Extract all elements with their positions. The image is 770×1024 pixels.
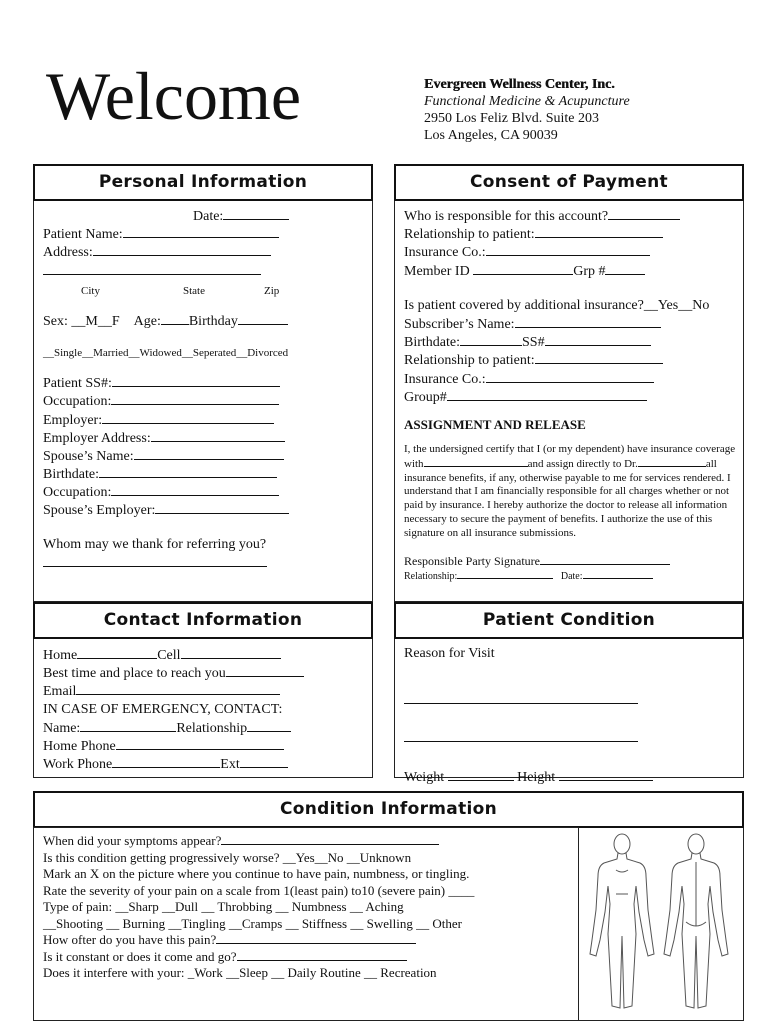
insurance2-label: Insurance Co.: [404, 371, 486, 387]
work-phone-field[interactable] [112, 755, 220, 768]
consent-date-label: Date: [560, 571, 583, 582]
signature-label: Responsible Party Signature [404, 554, 540, 568]
insurance-field[interactable] [486, 243, 650, 256]
employer-address-label: Employer Address: [43, 430, 151, 446]
condition-questions [43, 833, 474, 982]
employer-field[interactable] [102, 411, 274, 424]
patient-name-label: Patient Name: [43, 227, 123, 243]
clinic-address-line2: Los Angeles, CA 90039 [424, 128, 558, 143]
subscriber-field[interactable] [515, 315, 661, 328]
birthday-label: Birthday [188, 313, 238, 329]
employer-label: Employer: [43, 412, 103, 428]
grp-label: Grp # [573, 263, 606, 279]
home-phone-field[interactable] [116, 737, 284, 750]
date-label: Date: [193, 209, 224, 224]
assignment-text [404, 443, 740, 541]
emergency-relationship-label: Relationship [176, 720, 248, 736]
assignment-text-3: all insurance benefits, if any, otherwise payable to me for services rendered. I understand that I am financially responsible for all charges whether or not paid by insurance. I hereby authorize the doctor to release all information necessary to secure the payment of benefits. I authorize the use of this signature on all insurance submissions. [404, 457, 731, 539]
subscriber-label: Subscriber’s Name: [404, 316, 515, 332]
home-label: Home [43, 648, 78, 663]
q-symptoms-appear: When did your symptoms appear? [43, 833, 222, 848]
date-field[interactable] [223, 207, 289, 220]
spouse-name-field[interactable] [134, 447, 284, 460]
best-time-label: Best time and place to reach you [43, 666, 226, 682]
email-label: Email [43, 684, 77, 700]
age-field[interactable] [161, 312, 189, 325]
relationship-field[interactable] [535, 225, 663, 238]
relationship3-label: Relationship: [404, 571, 458, 582]
responsible-field[interactable] [608, 207, 680, 220]
email-field[interactable] [76, 682, 280, 695]
birthdate-field[interactable] [99, 465, 277, 478]
q-pain-severity[interactable]: Rate the severity of your pain on a scale from 1(least pain) to10 (severe pain) ____ [43, 882, 475, 898]
ss-label: SS# [522, 335, 545, 351]
spouse-occupation-field[interactable] [111, 483, 279, 496]
insurance2-field[interactable] [486, 370, 654, 383]
q-progressively-worse[interactable]: Is this condition getting progressively worse? __Yes__No __Unknown [43, 849, 412, 865]
member-id-field[interactable] [473, 262, 573, 275]
q-pain-type[interactable]: Type of pain: __Sharp __Dull __ Throbbing __ Numbness __ Aching [43, 899, 404, 914]
spouse-employer-label: Spouse’s Employer: [43, 503, 156, 519]
state-label: State [183, 284, 205, 297]
reason-field-1[interactable] [404, 691, 638, 704]
q-pain-type-2[interactable]: __Shooting __ Burning __Tingling __Cramps __ Stiffness __ Swelling __ Other [43, 915, 462, 931]
member-id-label: Member ID [404, 263, 470, 279]
assignment-title: ASSIGNMENT AND RELEASE [404, 416, 586, 432]
height-label: Height [517, 769, 556, 785]
sex-field[interactable]: Sex: __M__F [43, 313, 120, 329]
clinic-address-line1: 2950 Los Feliz Blvd. Suite 203 [424, 111, 599, 126]
ext-field[interactable] [240, 755, 288, 768]
ssn-field[interactable] [112, 374, 280, 387]
clinic-info [424, 76, 630, 144]
ssn-label: Patient SS#: [43, 376, 112, 392]
patient-name-field[interactable] [123, 225, 279, 238]
emergency-label: IN CASE OF EMERGENCY, CONTACT: [43, 701, 283, 717]
address-label: Address: [43, 245, 93, 261]
q-pain-frequency: How ofter do you have this pain? [43, 932, 217, 947]
home-phone-label: Home Phone [43, 738, 116, 754]
employer-address-field[interactable] [151, 429, 285, 442]
group-label: Group# [404, 389, 447, 405]
insurance-label: Insurance Co.: [404, 245, 486, 261]
birthday-field[interactable] [238, 312, 288, 325]
emergency-name-field[interactable] [80, 719, 176, 732]
home-field[interactable] [77, 646, 157, 659]
address-line2-field[interactable] [43, 262, 261, 275]
age-label: Age: [133, 313, 161, 329]
condition-info-header: Condition Information [33, 791, 744, 828]
emergency-relationship-field[interactable] [247, 719, 291, 732]
assignment-text-1: I, the undersigned certify that I (or my dependent) have insurance coverage with [404, 443, 736, 470]
marital-status-options[interactable]: __Single__Married__Widowed__Seperated__Divorced [43, 346, 289, 359]
reason-label: Reason for Visit [404, 646, 495, 661]
zip-label: Zip [264, 284, 280, 297]
birthdate-label: Birthdate: [43, 467, 99, 483]
spouse-employer-field[interactable] [155, 501, 289, 514]
group-field[interactable] [447, 388, 647, 401]
best-time-field[interactable] [226, 664, 304, 677]
occupation-label: Occupation: [43, 394, 112, 410]
spouse-name-label: Spouse’s Name: [43, 448, 134, 464]
occupation-field[interactable] [111, 392, 279, 405]
relationship-label: Relationship to patient: [404, 227, 535, 243]
q-mark-picture: Mark an X on the picture where you continue to have pain, numbness, or tingling. [43, 866, 470, 881]
contact-fields [43, 646, 304, 773]
referral-label: Whom may we thank for referring you? [43, 536, 267, 552]
referral-field[interactable] [43, 554, 267, 567]
signature-field[interactable] [540, 554, 670, 565]
insurance-coverage-field[interactable] [424, 457, 528, 467]
body-diagram-icon[interactable] [586, 830, 740, 1016]
consent-header: Consent of Payment [394, 164, 744, 201]
patient-condition-fields [404, 645, 653, 786]
additional-insurance[interactable]: Is patient covered by additional insurance?__Yes__No [404, 297, 710, 313]
responsible-label: Who is responsible for this account? [404, 209, 609, 224]
reason-field-2[interactable] [404, 729, 638, 742]
relationship2-field[interactable] [535, 351, 663, 364]
q-interfere[interactable]: Does it interfere with your: _Work __Sleep __ Daily Routine __ Recreation [43, 965, 437, 980]
assignment-text-2: and assign directly to Dr. [527, 457, 638, 470]
weight-label: Weight [404, 769, 445, 785]
address-field[interactable] [93, 243, 271, 256]
spouse-occupation-label: Occupation: [43, 485, 112, 501]
work-phone-label: Work Phone [43, 757, 113, 773]
clinic-name: Evergreen Wellness Center, Inc. [424, 77, 615, 92]
clinic-tagline: Functional Medicine & Acupuncture [424, 94, 630, 109]
relationship3-field[interactable] [457, 569, 553, 579]
page-title: Welcome [46, 58, 302, 134]
q-symptoms-appear-field[interactable] [221, 834, 439, 845]
height-field[interactable] [559, 768, 653, 781]
q-pain-frequency-field[interactable] [216, 933, 416, 944]
sub-birthdate-field[interactable] [460, 333, 522, 346]
signature-lines [404, 552, 670, 582]
q-constant: Is it constant or does it come and go? [43, 948, 237, 964]
patient-condition-header: Patient Condition [394, 602, 744, 639]
sub-birthdate-label: Birthdate: [404, 335, 460, 351]
city-label: City [81, 284, 100, 297]
emergency-name-label: Name: [43, 720, 81, 736]
cell-field[interactable] [181, 646, 281, 659]
weight-field[interactable] [448, 768, 514, 781]
personal-info-header: Personal Information [33, 164, 373, 201]
ext-label: Ext [220, 757, 240, 773]
consent-fields [404, 207, 709, 434]
ss-field[interactable] [545, 333, 651, 346]
cell-label: Cell [157, 648, 181, 663]
contact-info-header: Contact Information [33, 602, 373, 639]
doctor-field[interactable] [638, 457, 706, 467]
consent-date-field[interactable] [583, 569, 653, 579]
q-constant-field[interactable] [237, 950, 407, 961]
personal-info-fields [43, 207, 289, 572]
relationship2-label: Relationship to patient: [404, 353, 535, 369]
grp-field[interactable] [605, 262, 645, 275]
